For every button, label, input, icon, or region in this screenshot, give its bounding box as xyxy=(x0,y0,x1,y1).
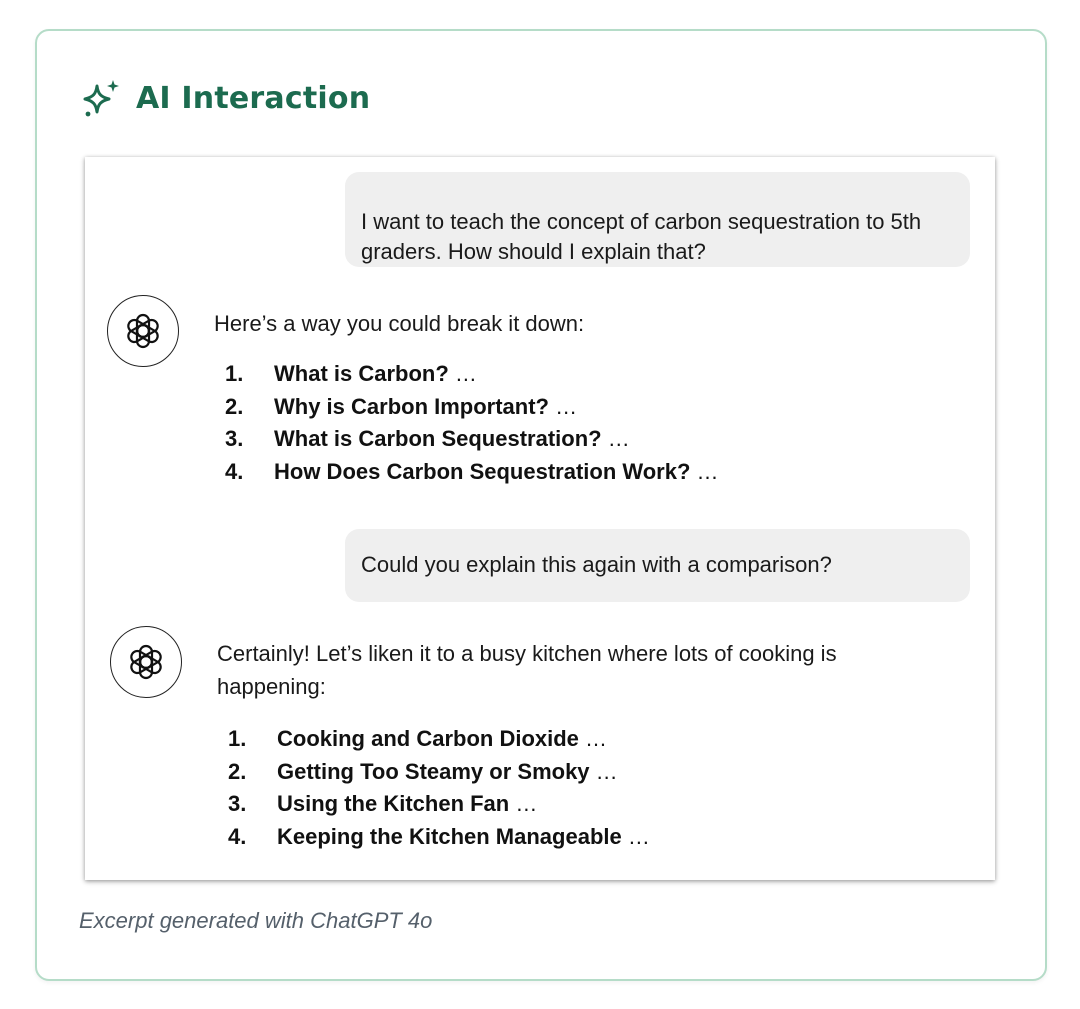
list-item: 3. Using the Kitchen Fan … xyxy=(228,791,538,816)
assistant-reply-list xyxy=(225,358,719,488)
caption: Excerpt generated with ChatGPT 4o xyxy=(79,908,433,933)
list-item: 3. What is Carbon Sequestration? … xyxy=(225,426,630,451)
assistant-reply-list xyxy=(228,723,650,853)
list-item: 4. Keeping the Kitchen Manageable … xyxy=(228,823,650,849)
list-item: 1. What is Carbon? … xyxy=(225,361,477,386)
card-header xyxy=(80,76,370,120)
user-message-bubble xyxy=(345,172,970,267)
assistant-reply-intro: Here’s a way you could break it down: xyxy=(214,311,585,336)
user-message-bubble xyxy=(345,529,970,602)
header-title: AI Interaction xyxy=(136,80,371,116)
openai-logo-icon xyxy=(121,309,165,353)
list-item: 2. Why is Carbon Important? … xyxy=(225,393,578,419)
user-message-text: I want to teach the concept of carbon sequestration to 5th graders. How should I explain that? xyxy=(361,209,922,264)
assistant-reply-intro: Certainly! Let’s liken it to a busy kitchen where lots of cooking is happening: xyxy=(217,641,837,699)
chat-transcript xyxy=(85,157,995,880)
assistant-avatar xyxy=(110,626,182,698)
assistant-avatar xyxy=(107,295,179,367)
sparkles-icon xyxy=(80,77,122,119)
list-item: 4. How Does Carbon Sequestration Work? … xyxy=(225,458,719,484)
list-item: 2. Getting Too Steamy or Smoky … xyxy=(228,758,618,784)
list-item: 1. Cooking and Carbon Dioxide … xyxy=(228,726,608,751)
user-message-text: Could you explain this again with a comparison? xyxy=(361,552,832,577)
openai-logo-icon xyxy=(124,640,168,684)
